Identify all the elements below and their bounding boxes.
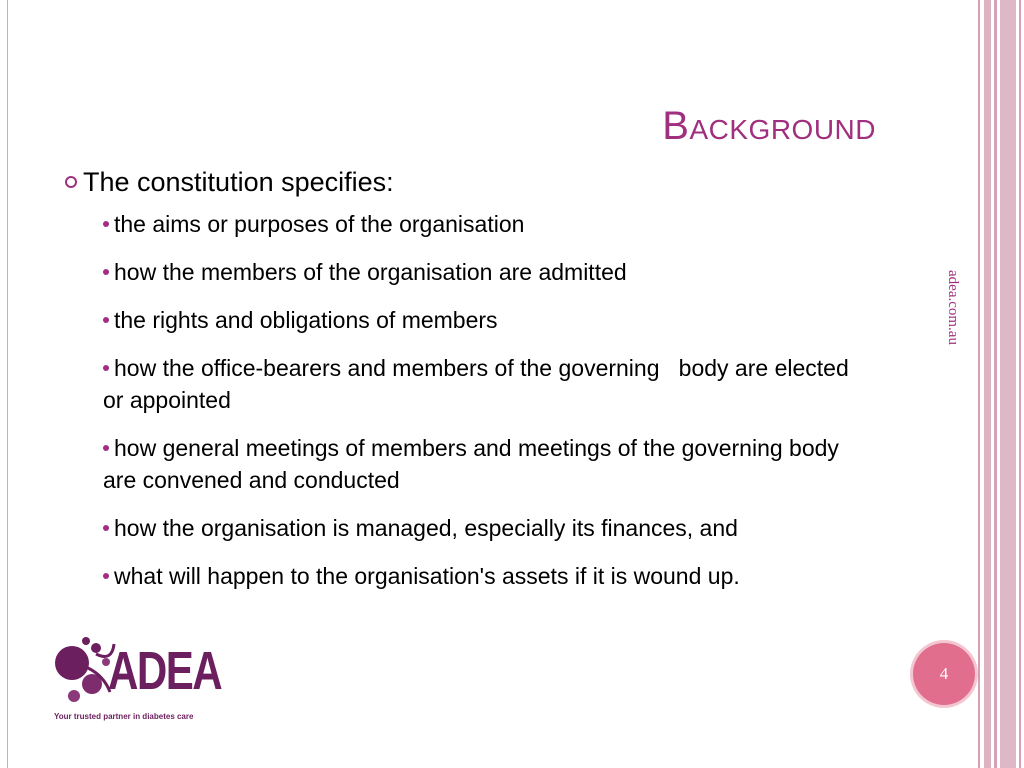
list-item [103, 512, 873, 544]
logo-wordmark: ADEA [108, 641, 222, 701]
main-bullet [64, 167, 394, 198]
side-url: adea.com.au [945, 270, 961, 345]
list-item [103, 560, 873, 592]
frame-line-left [7, 0, 8, 768]
list-item [103, 352, 873, 416]
list-item-text: what will happen to the organisation's assets if it is wound up. [114, 563, 740, 589]
list-item [103, 304, 873, 336]
dot-bullet-icon [103, 573, 109, 579]
list-item-text: how the office-bearers and members of the governing body are elected or appointed [103, 355, 856, 413]
dot-bullet-icon [103, 317, 109, 323]
list-item-text: the aims or purposes of the organisation [114, 211, 525, 237]
ring-bullet-icon [65, 176, 77, 188]
list-item [103, 208, 873, 240]
list-item [103, 432, 873, 496]
list-item [103, 256, 873, 288]
adea-logo [52, 632, 222, 724]
dot-bullet-icon [103, 525, 109, 531]
edge-stripe [994, 0, 997, 768]
list-item-text: how the organisation is managed, especially its finances, and [114, 515, 738, 541]
edge-stripe [1019, 0, 1021, 768]
dot-bullet-icon [103, 221, 109, 227]
main-bullet-text: The constitution specifies: [83, 167, 394, 197]
edge-stripe [1000, 0, 1016, 768]
edge-stripe [978, 0, 980, 768]
page-number-badge: 4 [913, 643, 975, 705]
slide-title: Background [662, 104, 876, 148]
dot-bullet-icon [103, 445, 109, 451]
edge-stripe [984, 0, 991, 768]
list-item-text: how general meetings of members and meetings of the governing body are convened and conducted [103, 435, 839, 493]
dot-bullet-icon [103, 365, 109, 371]
list-item-text: how the members of the organisation are admitted [114, 259, 627, 285]
sub-bullet-list [103, 208, 873, 608]
dot-bullet-icon [103, 269, 109, 275]
logo-tagline: Your trusted partner in diabetes care [54, 712, 194, 721]
list-item-text: the rights and obligations of members [114, 307, 498, 333]
